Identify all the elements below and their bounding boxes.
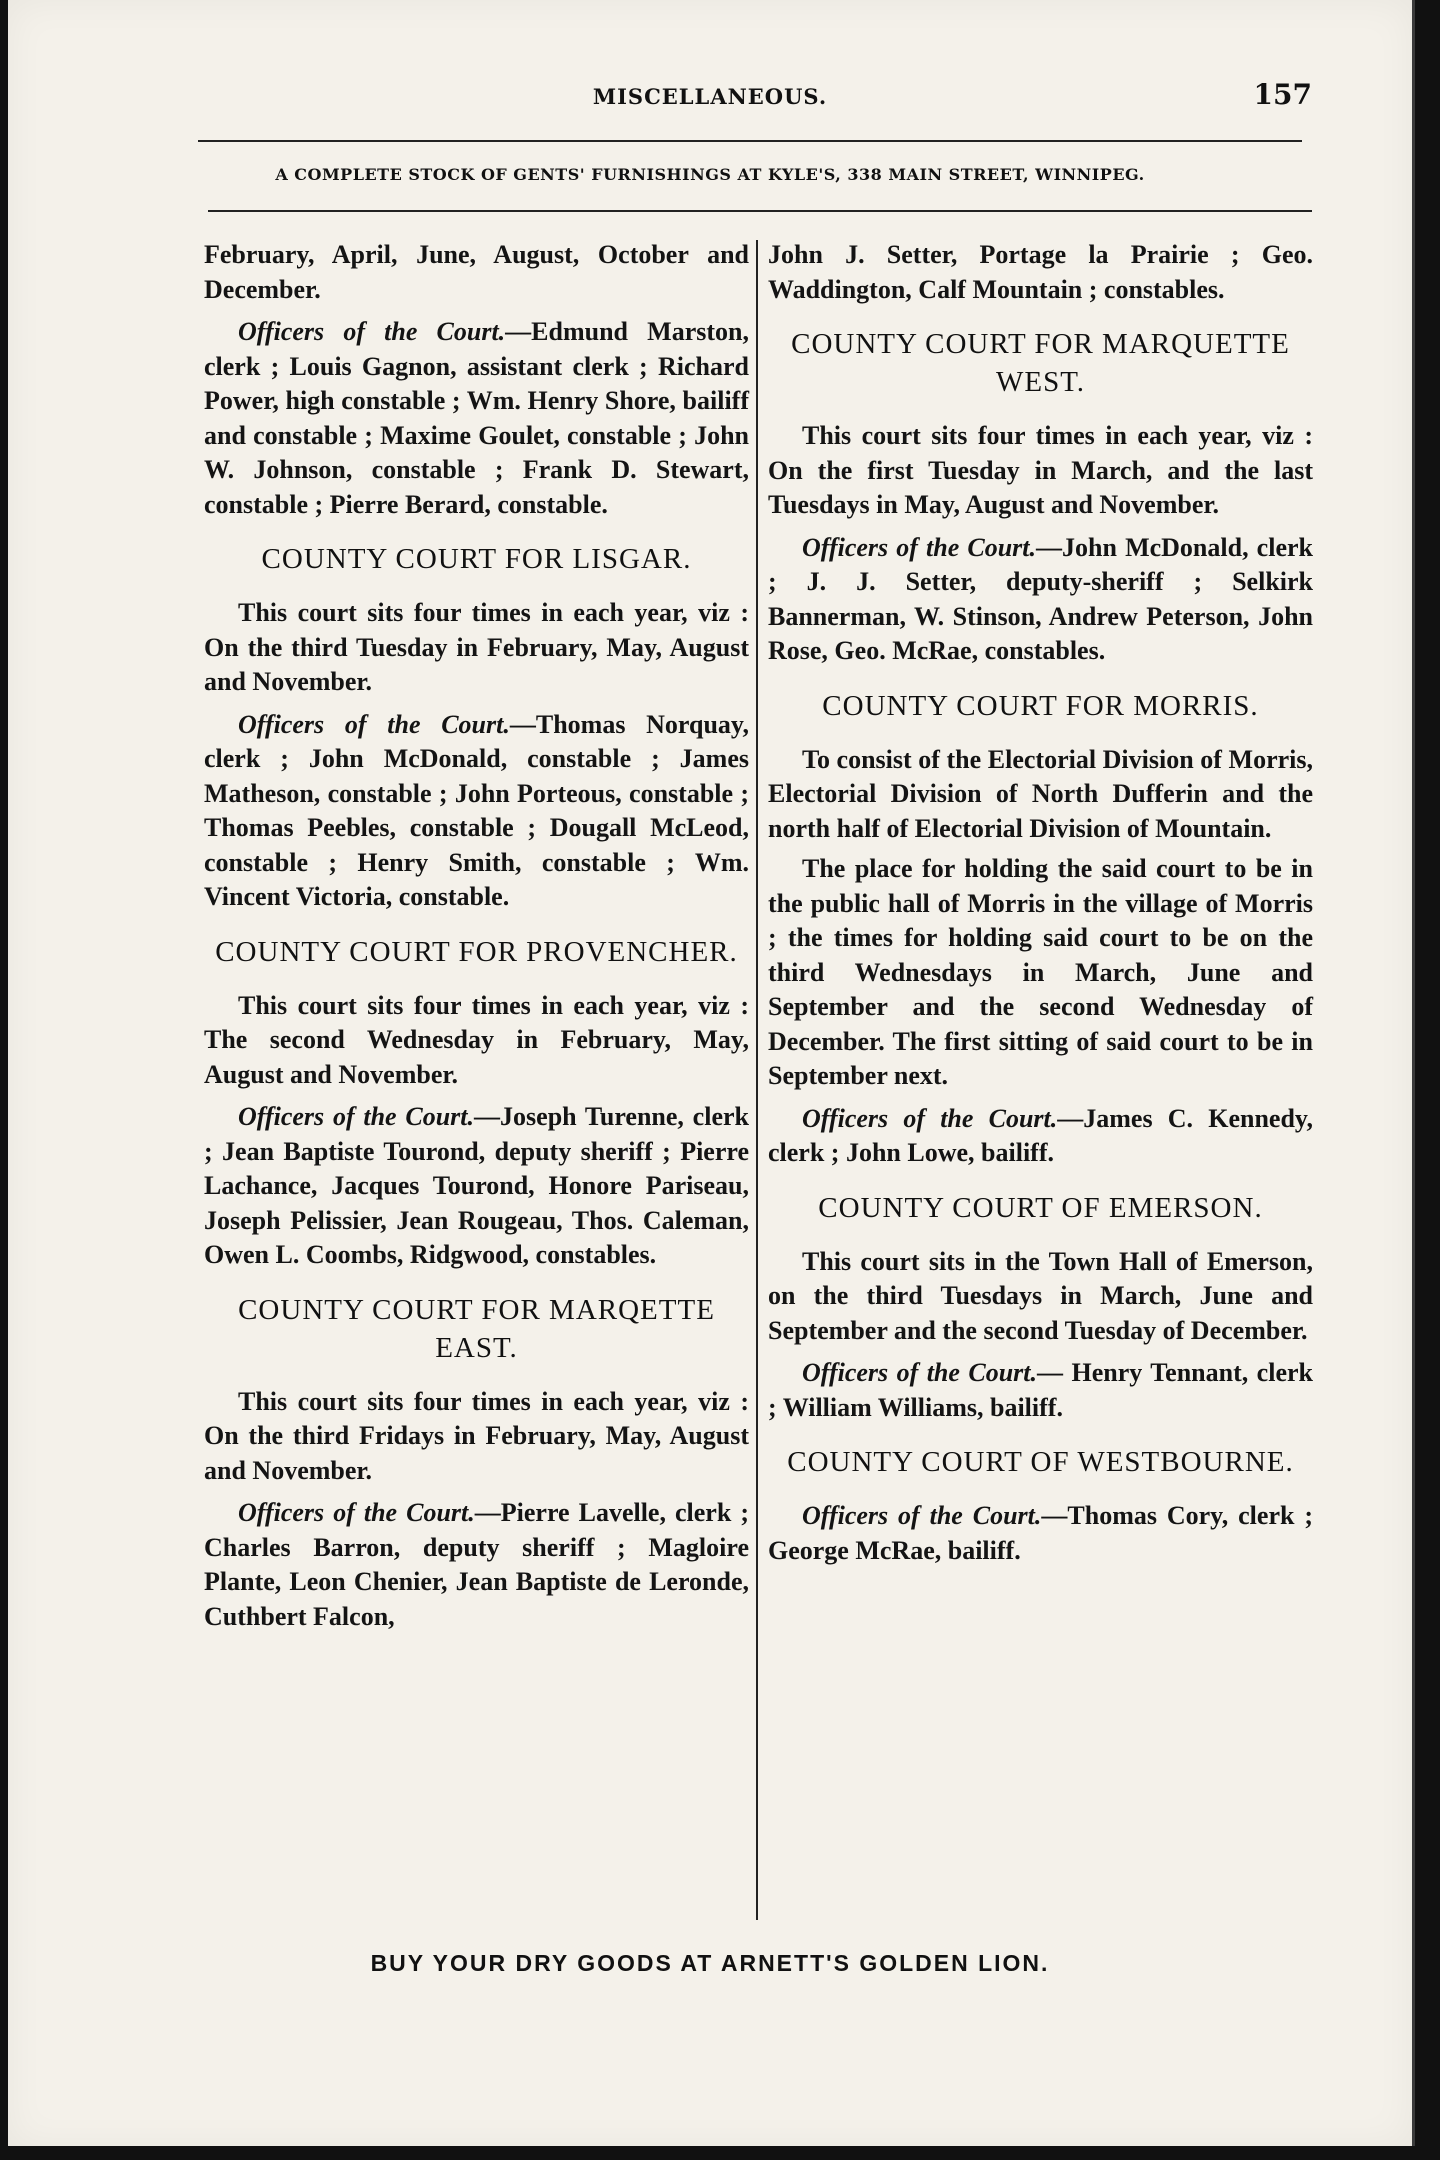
officers-text: —James C. Kennedy, clerk ; John Lowe, bailiff. (768, 1103, 1313, 1167)
officers-text: —Pierre Lavelle, clerk ; Charles Barron, deputy sheriff ; Magloire Plante, Leon Chenier, Jean Baptiste de Leronde, Cuthbert Falcon, (204, 1498, 749, 1631)
lisgar-officers (204, 708, 749, 915)
column-divider (756, 240, 758, 1920)
officers-lead: Officers of the Court. (802, 532, 1037, 562)
morris-heading: COUNTY COURT FOR MORRIS. (822, 689, 1259, 722)
running-title: MISCELLANEOUS. (592, 84, 828, 109)
header-ad-rule (208, 210, 1312, 212)
officers-text: —Joseph Turenne, clerk ; Jean Baptiste Tourond, deputy sheriff ; Pierre Lachance, Jacques Tourond, Honore Pariseau, Joseph Pelissier, Jean Rougeau, Thos. Caleman, Owen L. Coombs, Ridgwood, constables. (204, 1102, 749, 1269)
right-continued-paragraph: John J. Setter, Portage la Prairie ; Geo. Waddington, Calf Mountain ; constables. (768, 240, 1313, 304)
marquette-west-officers (768, 531, 1313, 669)
officers-lead: Officers of the Court. (238, 709, 510, 739)
officers-lead: Officers of the Court. (238, 317, 506, 346)
officers-text: —Thomas Cory, clerk ; George McRae, bailiff. (768, 1501, 1313, 1565)
left-column (204, 238, 749, 1634)
footer-advertisement: BUY YOUR DRY GOODS AT ARNETT'S GOLDEN LION. (370, 1950, 1050, 1976)
lisgar-heading: COUNTY COURT FOR LISGAR. (261, 543, 692, 575)
emerson-sittings: This court sits in the Town Hall of Emerson, on the third Tuesdays in March, June and September and the second Tuesday of December. (768, 1246, 1313, 1345)
marquette-east-officers (204, 1496, 749, 1634)
officers-lead: Officers of the Court. (238, 1498, 475, 1527)
book-page (8, 0, 1415, 2148)
right-column (768, 238, 1313, 1568)
morris-composition: To consist of the Electorial Division of Morris, Electorial Division of North Dufferin and the north half of Electorial Division of Mountain. (768, 744, 1313, 843)
provencher-heading: COUNTY COURT FOR PROVENCHER. (215, 935, 738, 968)
lisgar-sittings: This court sits four times in each year, viz : On the third Tuesday in February, May, August and November. (204, 598, 749, 696)
morris-officers (768, 1102, 1313, 1171)
officers-text: — Henry Tennant, clerk ; William Williams, bailiff. (768, 1358, 1313, 1422)
officers-text: —John McDonald, clerk ; J. J. Setter, deputy-sheriff ; Selkirk Bannerman, W. Stinson, Andrew Peterson, John Rose, Geo. McRae, constables. (768, 532, 1313, 665)
left-continued-paragraph: February, April, June, August, October and December. (204, 240, 749, 304)
officers-paragraph (204, 315, 749, 522)
provencher-officers (204, 1100, 749, 1273)
officers-lead: Officers of the Court. (802, 1358, 1038, 1387)
marquette-west-sittings: This court sits four times in each year, viz : On the first Tuesday in March, and the last Tuesdays in May, August and November. (768, 421, 1313, 519)
officers-lead: Officers of the Court. (238, 1102, 475, 1131)
emerson-heading: COUNTY COURT OF EMERSON. (818, 1191, 1263, 1224)
marquette-west-heading: COUNTY COURT FOR MARQUETTE WEST. (791, 328, 1290, 398)
westbourne-officers (768, 1499, 1313, 1568)
scan-edge (0, 2146, 1440, 2160)
westbourne-heading: COUNTY COURT OF WESTBOURNE. (787, 1446, 1294, 1478)
officers-text: —Thomas Norquay, clerk ; John McDonald, constable ; James Matheson, constable ; John Porteous, constable ; Thomas Peebles, constable ; Dougall McLeod, constable ; Henry Smith, constable ; Wm. Vincent Victoria, constable. (204, 709, 749, 911)
provencher-sittings: This court sits four times in each year, viz : The second Wednesday in February, May, August and November. (204, 990, 749, 1089)
marquette-east-heading: COUNTY COURT FOR MARQETTE EAST. (238, 1293, 715, 1364)
morris-place-and-times: The place for holding the said court to be in the public hall of Morris in the village of Morris ; the times for holding said court to be on the third Wednesdays in March, June and September and the second Wednesday of December. The first sitting of said court to be in September next. (768, 854, 1313, 1090)
officers-lead: Officers of the Court. (802, 1501, 1042, 1530)
marquette-east-sittings: This court sits four times in each year, viz : On the third Fridays in February, May, August and November. (204, 1386, 749, 1485)
officers-lead: Officers of the Court. (802, 1103, 1058, 1133)
officers-text: —Edmund Marston, clerk ; Louis Gagnon, assistant clerk ; Richard Power, high constable ; Wm. Henry Shore, bailiff and constable ; Maxime Goulet, constable ; John W. Johnson, constable ; Frank D. Stewart, constable ; Pierre Berard, constable. (204, 317, 749, 519)
scan-edge (1424, 0, 1440, 2160)
header-advertisement: A COMPLETE STOCK OF GENTS' FURNISHINGS AT KYLE'S, 338 MAIN STREET, WINNIPEG. (275, 165, 1145, 184)
emerson-officers (768, 1356, 1313, 1425)
page-number: 157 (1253, 78, 1312, 111)
header-rule (198, 140, 1302, 142)
